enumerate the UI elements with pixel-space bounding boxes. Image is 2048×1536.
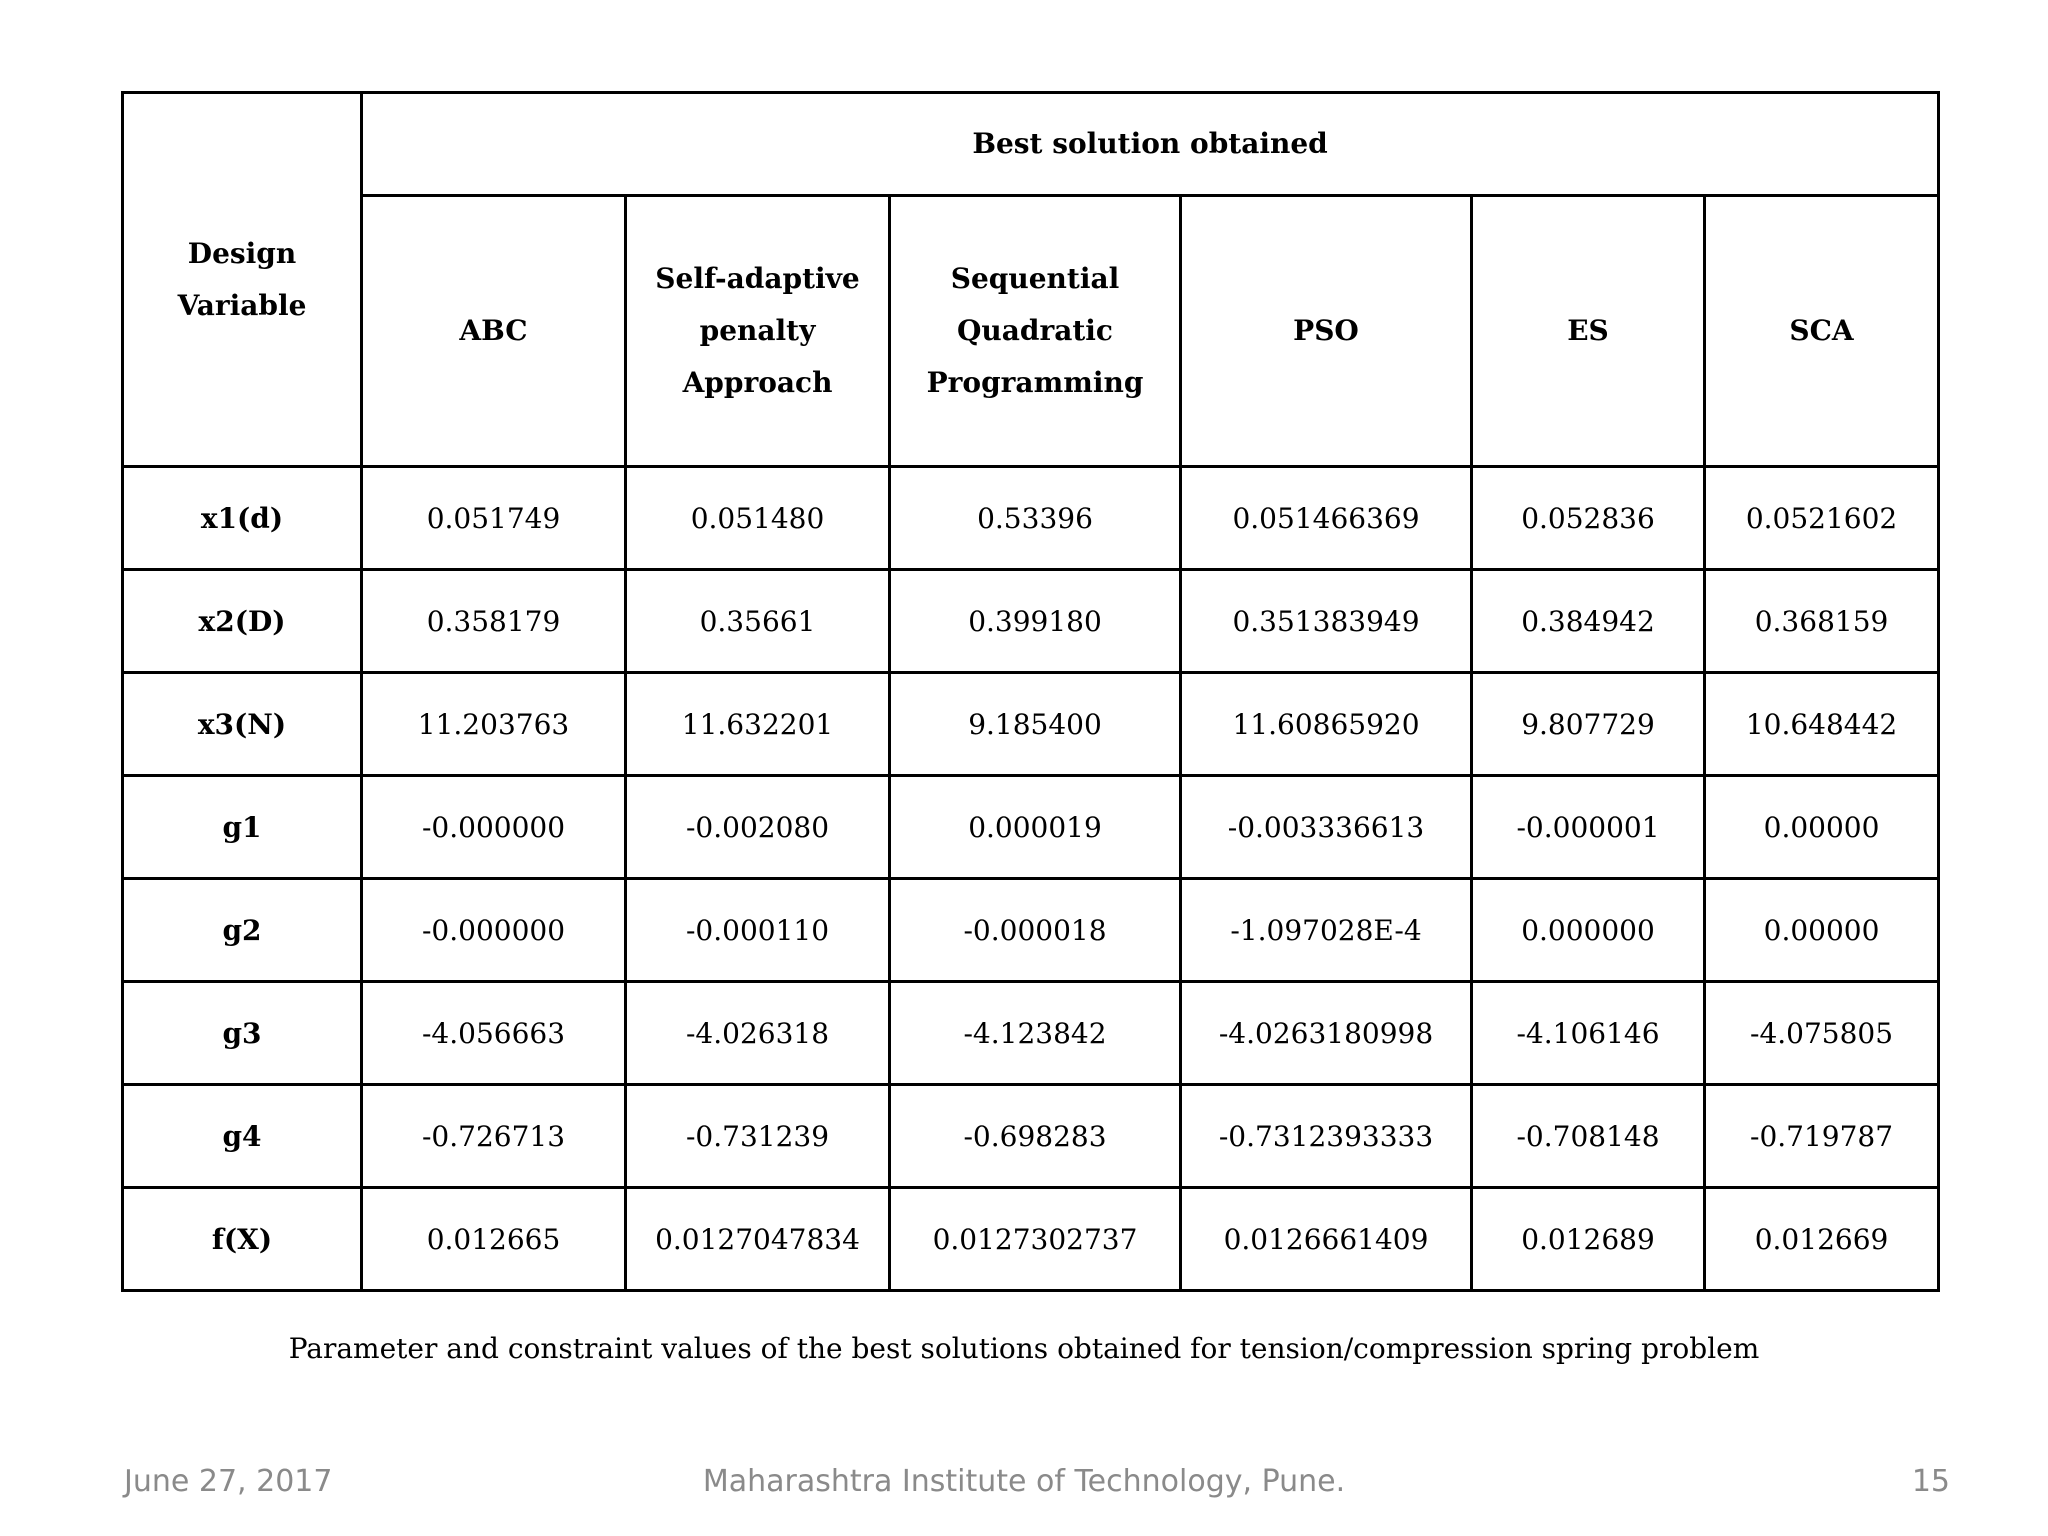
table-cell: -0.719787 (1705, 1085, 1939, 1188)
table-cell: -0.002080 (626, 776, 890, 879)
design-variable-header: Design Variable (123, 93, 362, 467)
table-cell: 0.0127302737 (890, 1188, 1181, 1291)
table-cell: 10.648442 (1705, 673, 1939, 776)
table-cell: 0.53396 (890, 467, 1181, 570)
best-solution-header: Best solution obtained (362, 93, 1939, 196)
table-row (123, 1188, 1939, 1291)
row-label: x1(d) (123, 467, 362, 570)
table-cell: 0.000000 (1472, 879, 1705, 982)
table-row (123, 879, 1939, 982)
table-cell: 0.00000 (1705, 776, 1939, 879)
table-cell: -0.000001 (1472, 776, 1705, 879)
table-row (123, 776, 1939, 879)
table-cell: -4.056663 (362, 982, 626, 1085)
table-cell: -0.003336613 (1181, 776, 1472, 879)
table-row (123, 570, 1939, 673)
table-cell: 0.0521602 (1705, 467, 1939, 570)
table-cell: 0.000019 (890, 776, 1181, 879)
method-header-pso: PSO (1181, 196, 1472, 467)
table-cell: 9.185400 (890, 673, 1181, 776)
table-cell: 0.012689 (1472, 1188, 1705, 1291)
table-cell: 0.35661 (626, 570, 890, 673)
table-cell: -4.075805 (1705, 982, 1939, 1085)
table-cell: 0.051480 (626, 467, 890, 570)
table-cell: 0.051749 (362, 467, 626, 570)
method-header-abc: ABC (362, 196, 626, 467)
row-label: g4 (123, 1085, 362, 1188)
table-row (123, 1085, 1939, 1188)
table-cell: -4.026318 (626, 982, 890, 1085)
table-cell: -4.123842 (890, 982, 1181, 1085)
method-header-sqp: Sequential Quadratic Programming (890, 196, 1181, 467)
page-number: 15 (1911, 1464, 1950, 1499)
table-cell: -0.731239 (626, 1085, 890, 1188)
row-label: x2(D) (123, 570, 362, 673)
table-cell: -0.708148 (1472, 1085, 1705, 1188)
row-label: g3 (123, 982, 362, 1085)
method-header-self-adaptive-penalty: Self-adaptive penalty Approach (626, 196, 890, 467)
row-label: x3(N) (123, 673, 362, 776)
table-row (123, 982, 1939, 1085)
table-cell: -0.000018 (890, 879, 1181, 982)
table-cell: 0.0126661409 (1181, 1188, 1472, 1291)
table-cell: 0.012665 (362, 1188, 626, 1291)
table-cell: 0.351383949 (1181, 570, 1472, 673)
footer-date: June 27, 2017 (124, 1464, 333, 1499)
row-label: g2 (123, 879, 362, 982)
table-cell: 0.051466369 (1181, 467, 1472, 570)
method-header-sca: SCA (1705, 196, 1939, 467)
table-cell: 0.384942 (1472, 570, 1705, 673)
table-cell: -0.7312393333 (1181, 1085, 1472, 1188)
table-cell: 11.60865920 (1181, 673, 1472, 776)
table-cell: 0.368159 (1705, 570, 1939, 673)
table-cell: 0.00000 (1705, 879, 1939, 982)
table-cell: -0.000000 (362, 776, 626, 879)
table-cell: -0.000000 (362, 879, 626, 982)
method-header-es: ES (1472, 196, 1705, 467)
results-table (121, 91, 1940, 1292)
table-cell: 0.0127047834 (626, 1188, 890, 1291)
row-label: f(X) (123, 1188, 362, 1291)
table-cell: -1.097028E-4 (1181, 879, 1472, 982)
table-caption: Parameter and constraint values of the best solutions obtained for tension/compression spring problem (288, 1332, 1760, 1365)
table-cell: -0.726713 (362, 1085, 626, 1188)
row-label: g1 (123, 776, 362, 879)
table-cell: -0.000110 (626, 879, 890, 982)
table-row (123, 467, 1939, 570)
table-cell: 0.052836 (1472, 467, 1705, 570)
table-cell: -4.0263180998 (1181, 982, 1472, 1085)
table-cell: 11.632201 (626, 673, 890, 776)
table-cell: 0.012669 (1705, 1188, 1939, 1291)
table-cell: 0.399180 (890, 570, 1181, 673)
table-cell: -4.106146 (1472, 982, 1705, 1085)
table-cell: 9.807729 (1472, 673, 1705, 776)
table-row (123, 673, 1939, 776)
table-cell: 0.358179 (362, 570, 626, 673)
table-cell: 11.203763 (362, 673, 626, 776)
footer-institution: Maharashtra Institute of Technology, Pune. (702, 1464, 1346, 1499)
table-cell: -0.698283 (890, 1085, 1181, 1188)
